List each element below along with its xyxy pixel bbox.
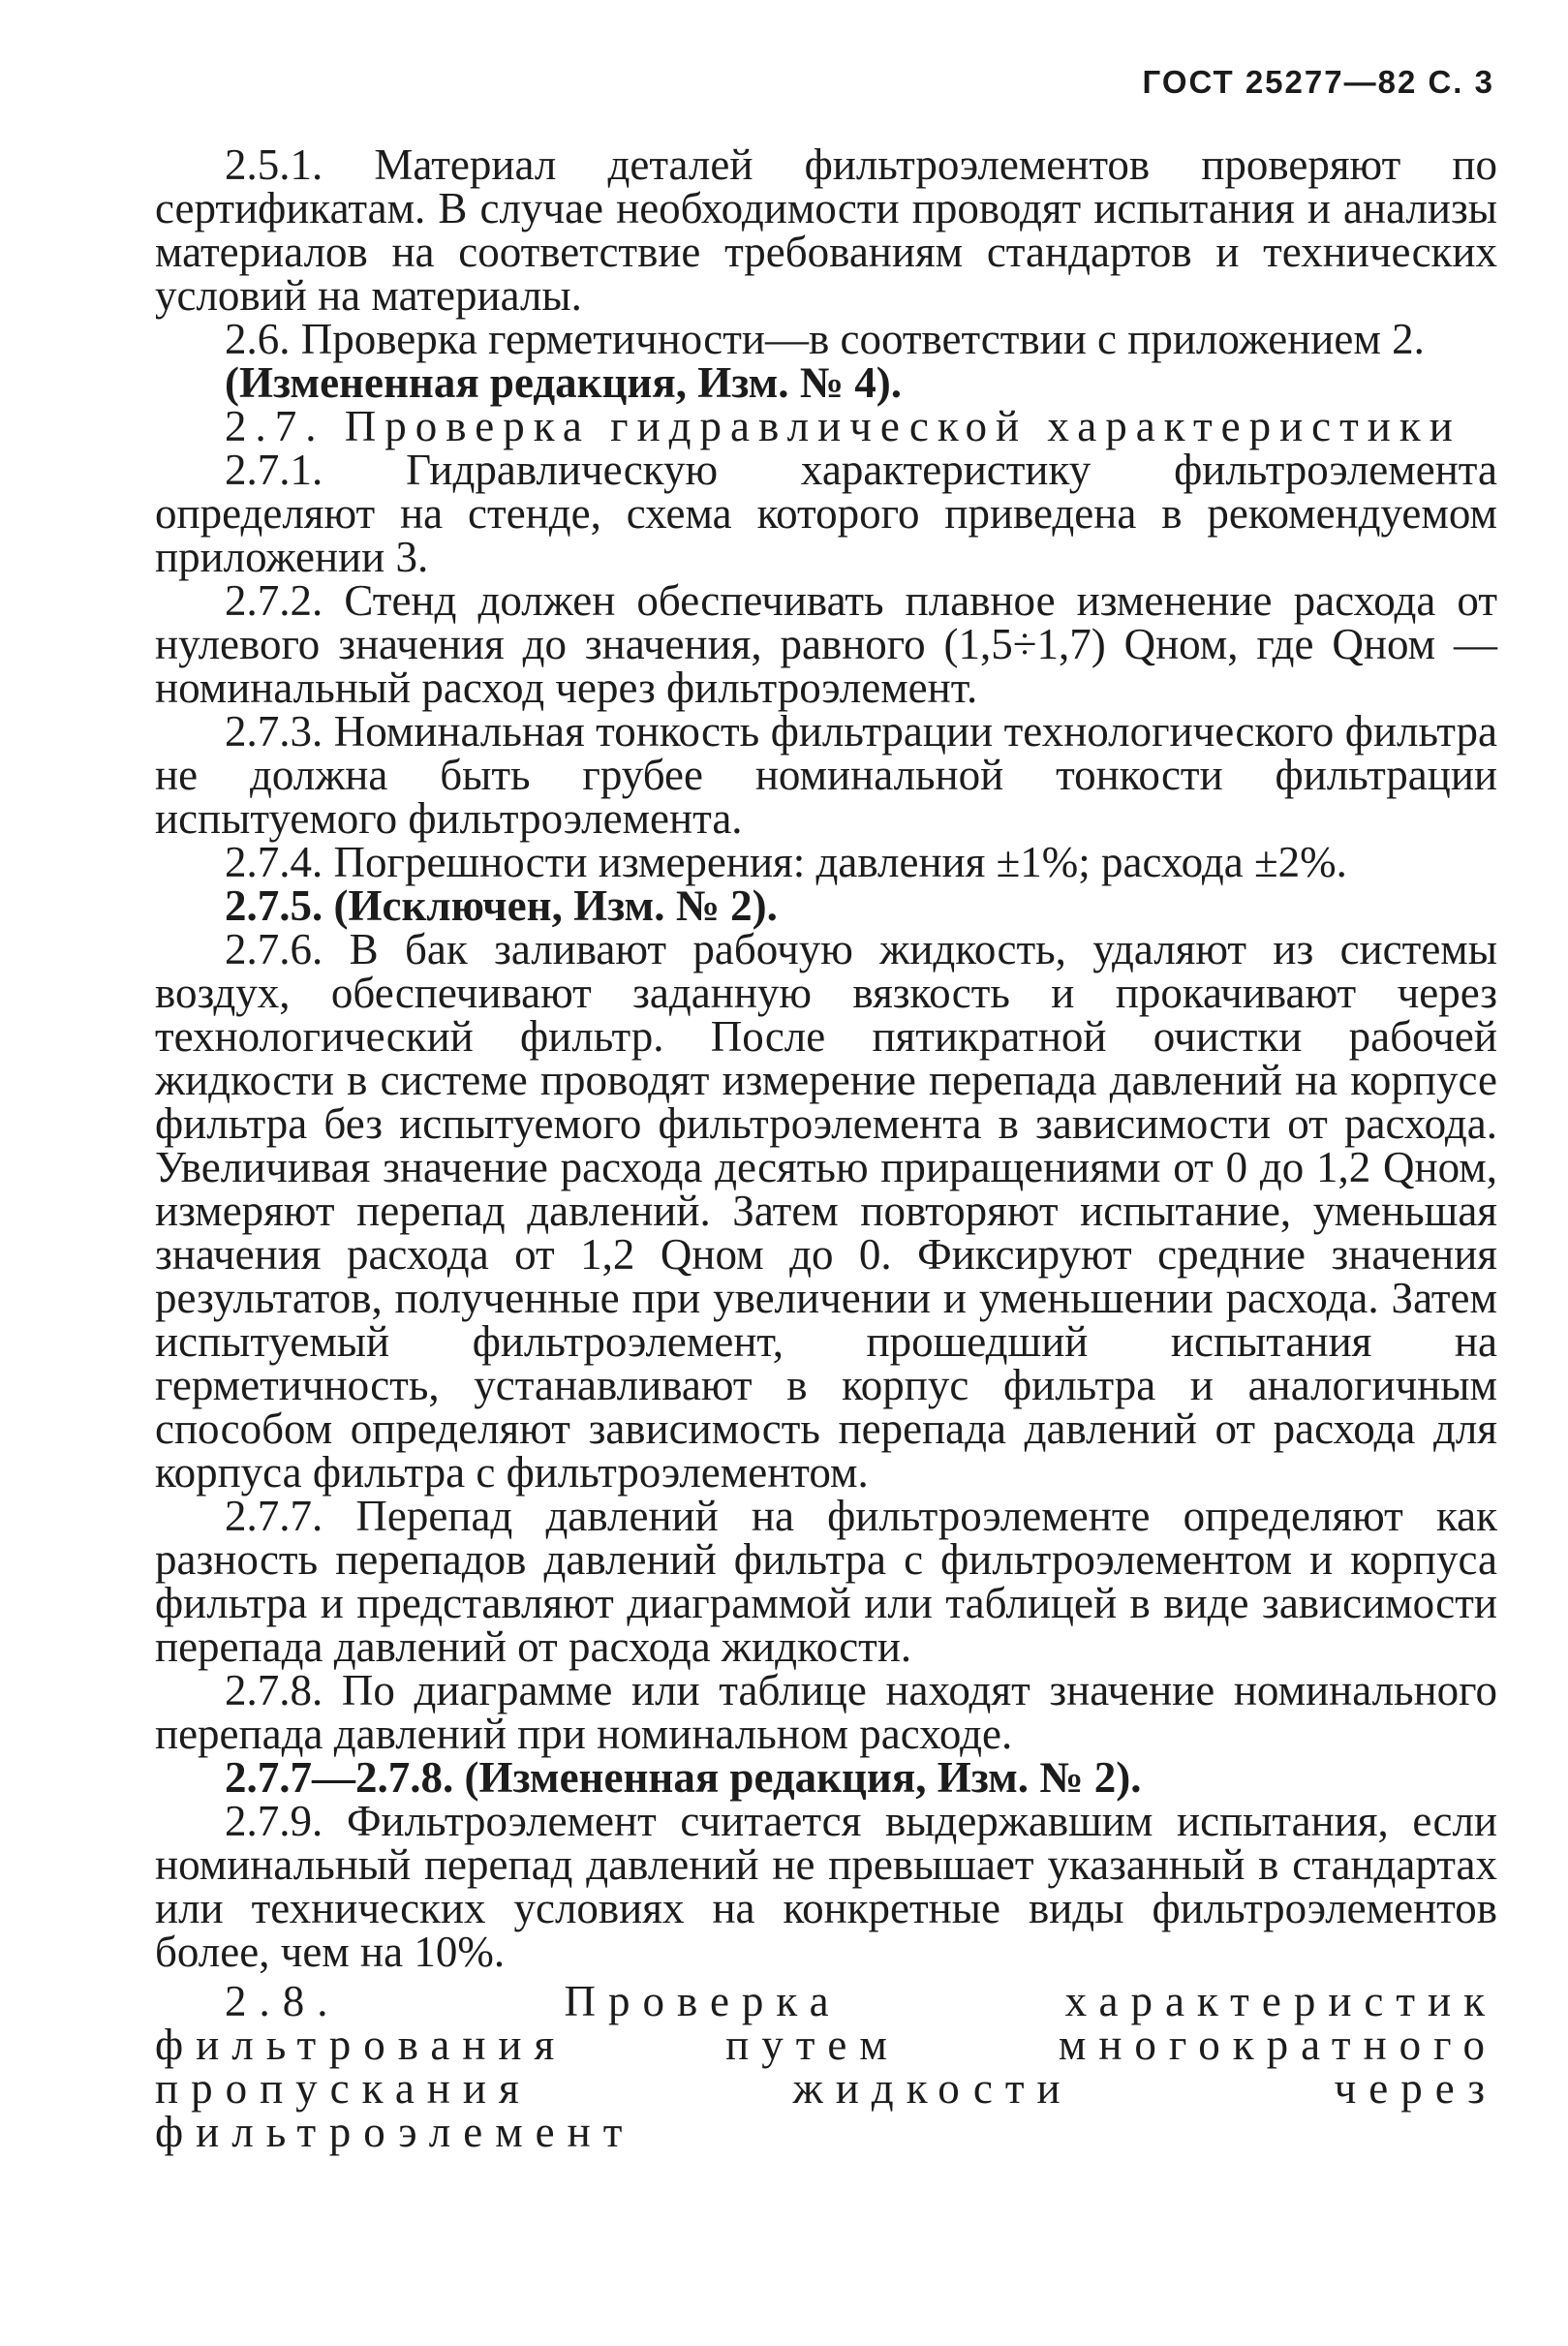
paragraph-2-5-1: 2.5.1. Материал деталей фильтроэлементов проверяют по сертификатам. В случае необходимости проводят испытания и анализы материалов на соответствие требованиям стандартов и технических условий на материалы.	[155, 140, 1497, 320]
paragraph-2-7-8: 2.7.8. По диаграмме или таблице находят значение номинального перепада давлений при номинальном расходе.	[155, 1666, 1497, 1758]
paragraph-2-7-7: 2.7.7. Перепад давлений на фильтроэлементе определяют как разность перепадов давлений фильтра с фильтроэлементом и корпуса фильтра и представляют диаграммой или таблицей в виде зависимости перепада давлений от расхода жидкости.	[155, 1492, 1497, 1671]
page-header: ГОСТ 25277—82 С. 3	[1142, 64, 1494, 100]
paragraph-2-7-3: 2.7.3. Номинальная тонкость фильтрации технологического фильтра не должна быть грубее номинальной тонкости фильтрации испытуемого фильтроэлемента.	[155, 707, 1497, 843]
paragraph-2-7-1: 2.7.1. Гидравлическую характеристику фильтроэлемента определяют на стенде, схема которого приведена в рекомендуемом приложении 3.	[155, 446, 1497, 581]
document-body	[155, 140, 1497, 2156]
section-heading-2-8: 2.8. Проверка характеристик фильтрования путем многократного пропускания жидкости через фильтроэлемент	[155, 1977, 1497, 2156]
paragraph-2-7-2: 2.7.2. Стенд должен обеспечивать плавное изменение расхода от нулевого значения до значения, равного (1,5÷1,7) Qном, где Qном — номинальный расход через фильтроэлемент.	[155, 576, 1497, 712]
section-heading-2-7: 2.7. Проверка гидравлической характеристики	[225, 402, 1461, 450]
amendment-note-2-7-7-8: 2.7.7—2.7.8. (Измененная редакция, Изм. № 2).	[225, 1753, 1142, 1802]
paragraph-2-7-5: 2.7.5. (Исключен, Изм. № 2).	[225, 881, 778, 930]
paragraph-2-7-9: 2.7.9. Фильтроэлемент считается выдержавшим испытания, если номинальный перепад давлений не превышает указанный в стандартах или технических условиях на конкретные виды фильтроэлементов более, чем на 10%.	[155, 1797, 1497, 1976]
paragraph-2-7-6: 2.7.6. В бак заливают рабочую жидкость, удаляют из системы воздух, обеспечивают заданную вязкость и прокачивают через технологический фильтр. После пятикратной очистки рабочей жидкости в системе проводят измерение перепада давлений на корпусе фильтра без испытуемого фильтроэлемента в зависимости от расхода. Увеличивая значение расхода десятью приращениями от 0 до 1,2 Qном, измеряют перепад давлений. Затем повторяют испытание, уменьшая значения расхода от 1,2 Qном до 0. Фиксируют средние значения результатов, полученные при увеличении и уменьшении расхода. Затем испытуемый фильтроэлемент, прошедший испытания на герметичность, устанавливают в корпус фильтра и аналогичным способом определяют зависимость перепада давлений от расхода для корпуса фильтра с фильтроэлементом.	[155, 925, 1497, 1497]
paragraph-2-7-4: 2.7.4. Погрешности измерения: давления ±1%; расхода ±2%.	[225, 838, 1347, 886]
amendment-note-2-6: (Измененная редакция, Изм. № 4).	[225, 358, 903, 407]
paragraph-2-6: 2.6. Проверка герметичности—в соответствии с приложением 2.	[225, 315, 1425, 363]
